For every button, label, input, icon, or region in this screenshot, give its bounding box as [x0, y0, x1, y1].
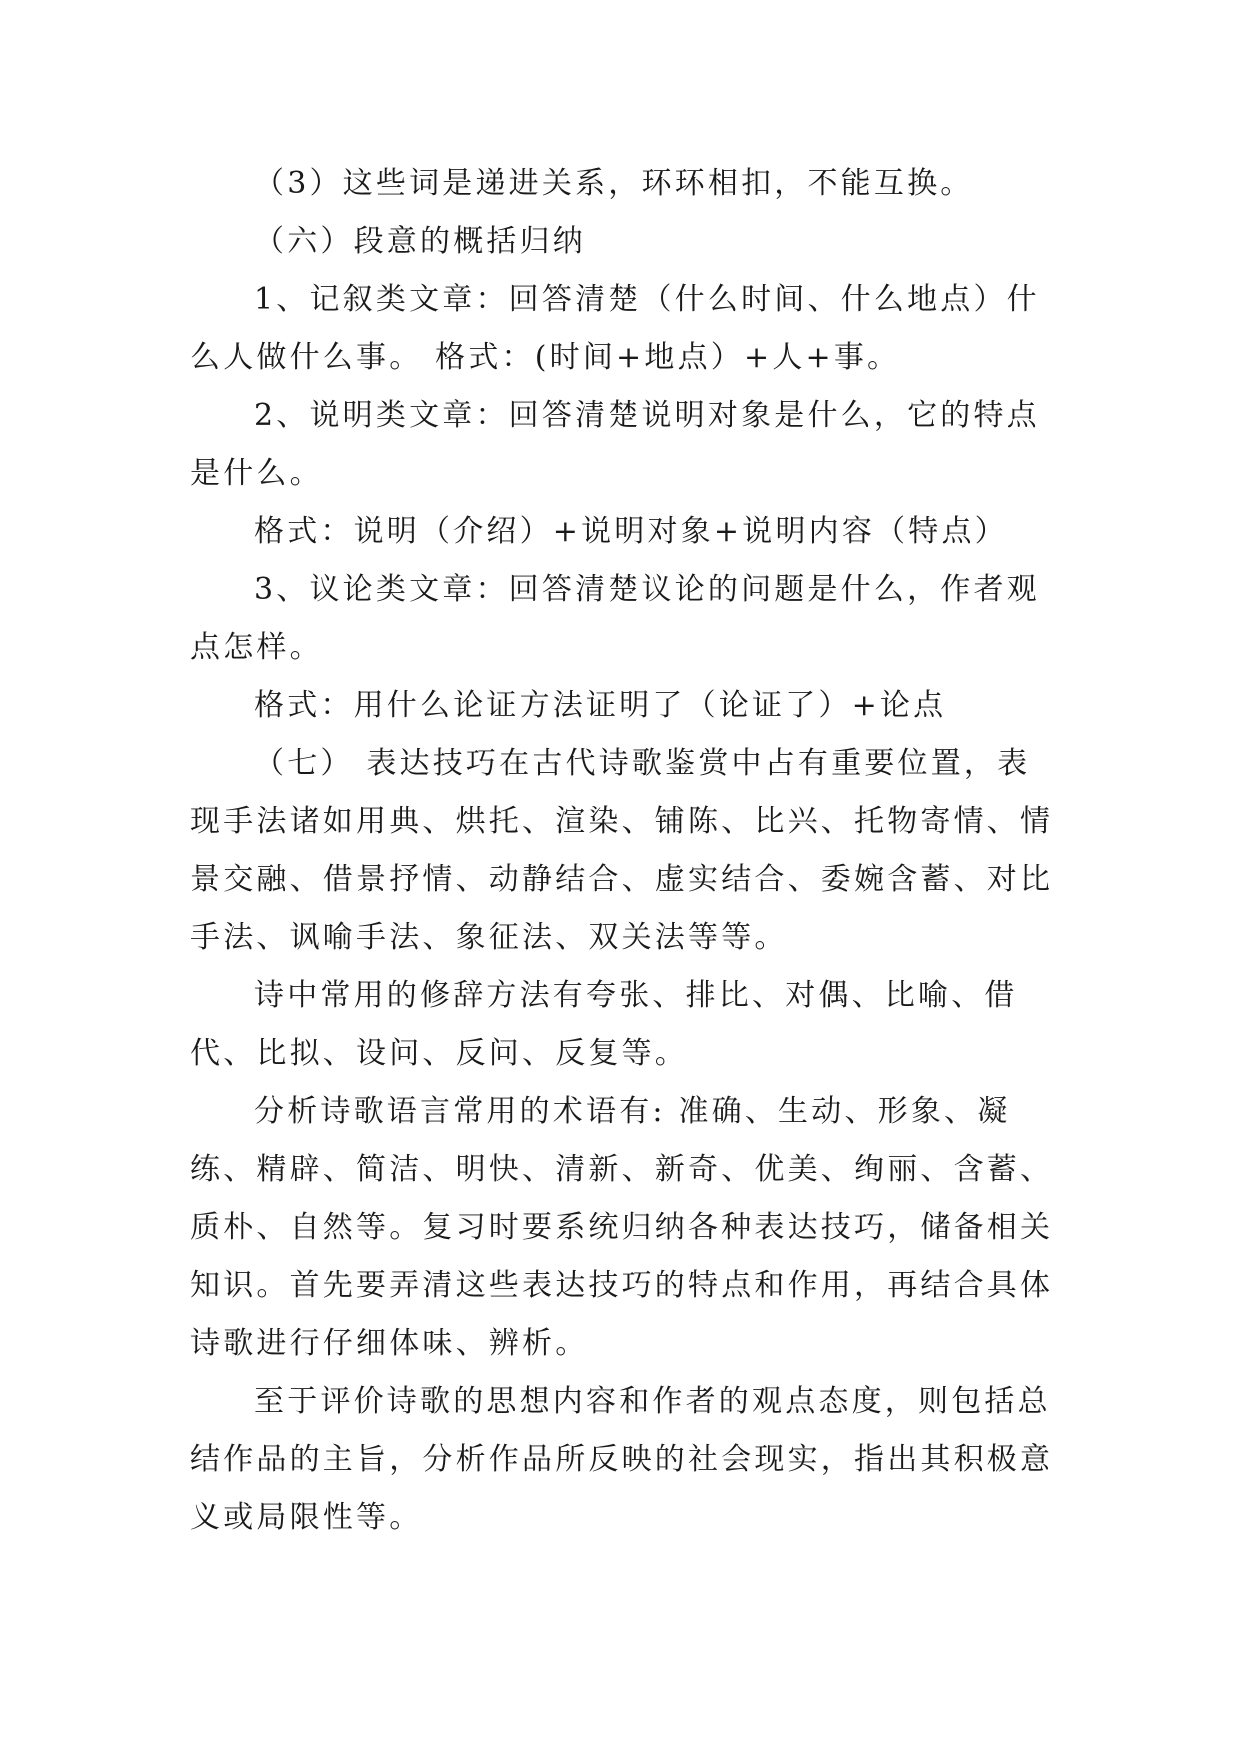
- paragraph-6: 3、议论类文章：回答清楚议论的问题是什么，作者观点怎样。: [190, 572, 1040, 665]
- paragraph-8: （七） 表达技巧在古代诗歌鉴赏中占有重要位置，表现手法诸如用典、烘托、渲染、铺陈、比兴、托物寄情、情景交融、借景抒情、动静结合、虚实结合、委婉含蓄、对比手法、讽喻手法、象征法、双关法等等。: [190, 746, 1054, 955]
- paragraph-7: 格式：用什么论证方法证明了（论证了）+论点: [254, 688, 947, 723]
- paragraph-9: 诗中常用的修辞方法有夸张、排比、对偶、比喻、借代、比拟、设问、反问、反复等。: [190, 978, 1018, 1071]
- paragraph-3: 1、记叙类文章：回答清楚（什么时间、什么地点）什么人做什么事。 格式：(时间+地点）+人+事。: [190, 282, 1040, 375]
- paragraph-5: 格式：说明（介绍）+说明对象+说明内容（特点）: [254, 514, 1008, 549]
- paragraph-11: 至于评价诗歌的思想内容和作者的观点态度，则包括总结作品的主旨，分析作品所反映的社会现实，指出其积极意义或局限性等。: [190, 1384, 1054, 1535]
- paragraph-1: （3）这些词是递进关系，环环相扣，不能互换。: [254, 166, 974, 201]
- document-body: [190, 155, 1060, 1547]
- paragraph-10: 分析诗歌语言常用的术语有: 准确、生动、形象、凝练、精辟、简洁、明快、清新、新奇、优美、绚丽、含蓄、质朴、自然等。复习时要系统归纳各种表达技巧，储备相关知识。首先要弄清这些表达技巧的特点和作用，再结合具体诗歌进行仔细体味、辨析。: [190, 1094, 1054, 1361]
- paragraph-2: （六）段意的概括归纳: [254, 224, 586, 259]
- paragraph-4: 2、说明类文章：回答清楚说明对象是什么，它的特点是什么。: [190, 398, 1040, 491]
